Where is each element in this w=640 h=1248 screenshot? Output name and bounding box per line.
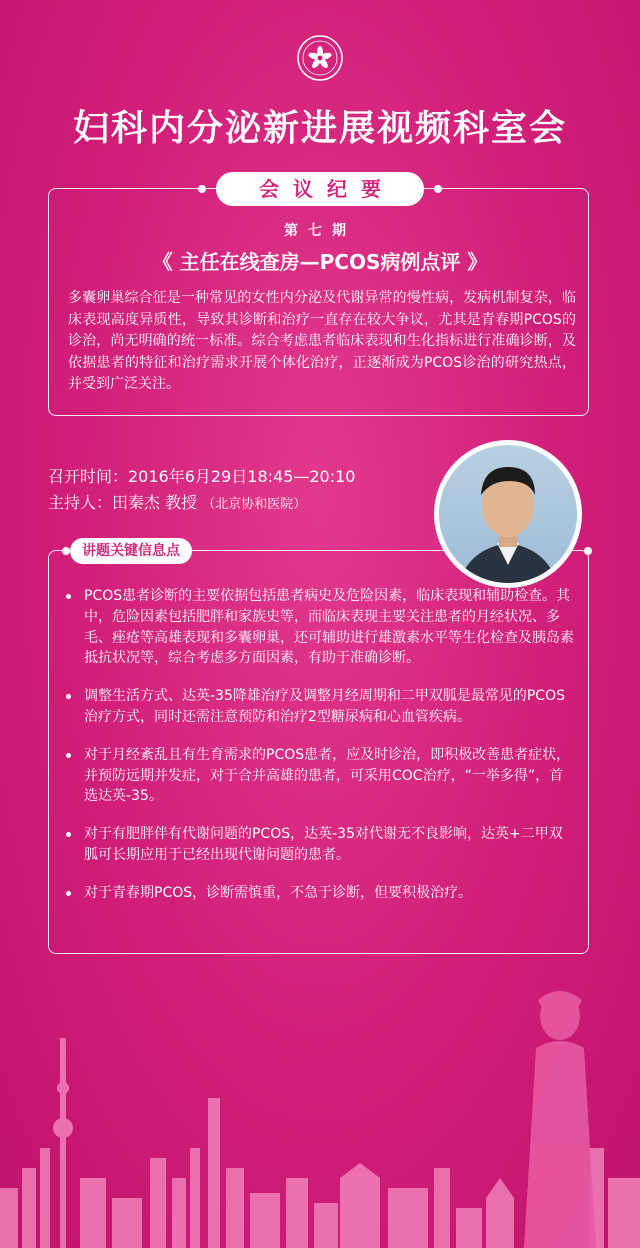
list-item: PCOS患者诊断的主要依据包括患者病史及危险因素，临床表现和辅助检查。其中，危险因素包括肥胖和家族史等，而临床表现主要关注患者的月经状况、多毛、痤疮等高雄表现和多囊卵巢，还可辅助进行雄激素水平等生化检查及胰岛素抵抗状况等，综合考虑多方面因素，有助于准确诊断。 <box>64 586 576 669</box>
portrait-illustration <box>439 445 577 583</box>
session-subtitle: 《 主任在线查房—PCOS病例点评 》 <box>152 250 488 274</box>
list-item: 调整生活方式、达英-35降雄治疗及调整月经周期和二甲双胍是最常见的PCOS治疗方式，同时还需注意预防和治疗2型糖尿病和心血管疾病。 <box>64 686 576 728</box>
speaker-photo <box>434 440 582 588</box>
host-name: 主持人：田秦杰 教授 <box>48 493 198 512</box>
keypoints-dot-right <box>584 547 592 555</box>
city-skyline-illustration <box>0 978 640 1248</box>
page-title: 妇科内分泌新进展视频科室会 <box>72 108 567 149</box>
intro-paragraph: 多囊卵巢综合征是一种常见的女性内分泌及代谢异常的慢性病，发病机制复杂，临床表现高度异质性，导致其诊断和治疗一直存在较大争议，尤其是青春期PCOS的诊治，尚无明确的统一标准。综合考虑患者临床表现和生化指标进行准确诊断，及依据患者的特征和治疗需求开展个体化治疗，正逐渐成为PCOS诊治的研究热点，并受到广泛关注。 <box>68 290 576 392</box>
host-line <box>48 490 306 513</box>
issue-number: 第七期 <box>284 223 356 239</box>
list-item: 对于有肥胖伴有代谢问题的PCOS，达英-35对代谢无不良影响，达英+二甲双胍可长期应用于已经出现代谢问题的患者。 <box>64 824 576 866</box>
keypoints-tag: 讲题关键信息点 <box>70 538 192 564</box>
summary-tag: 会议纪要 <box>216 172 424 206</box>
list-item: 对于青春期PCOS，诊断需慎重，不急于诊断，但要积极治疗。 <box>64 883 576 904</box>
keypoints-dot-left <box>62 547 70 555</box>
meeting-time: 召开时间：2016年6月29日18:45—20:10 <box>48 467 356 486</box>
host-organization: （北京协和医院） <box>202 497 307 512</box>
society-logo <box>296 34 344 82</box>
list-item: 对于月经紊乱且有生育需求的PCOS患者，应及时诊治，即积极改善患者症状，并预防远期并发症，对于合并高雄的患者，可采用COC治疗，“一举多得”，首选达英-35。 <box>64 745 576 807</box>
keypoints-list <box>64 586 576 921</box>
